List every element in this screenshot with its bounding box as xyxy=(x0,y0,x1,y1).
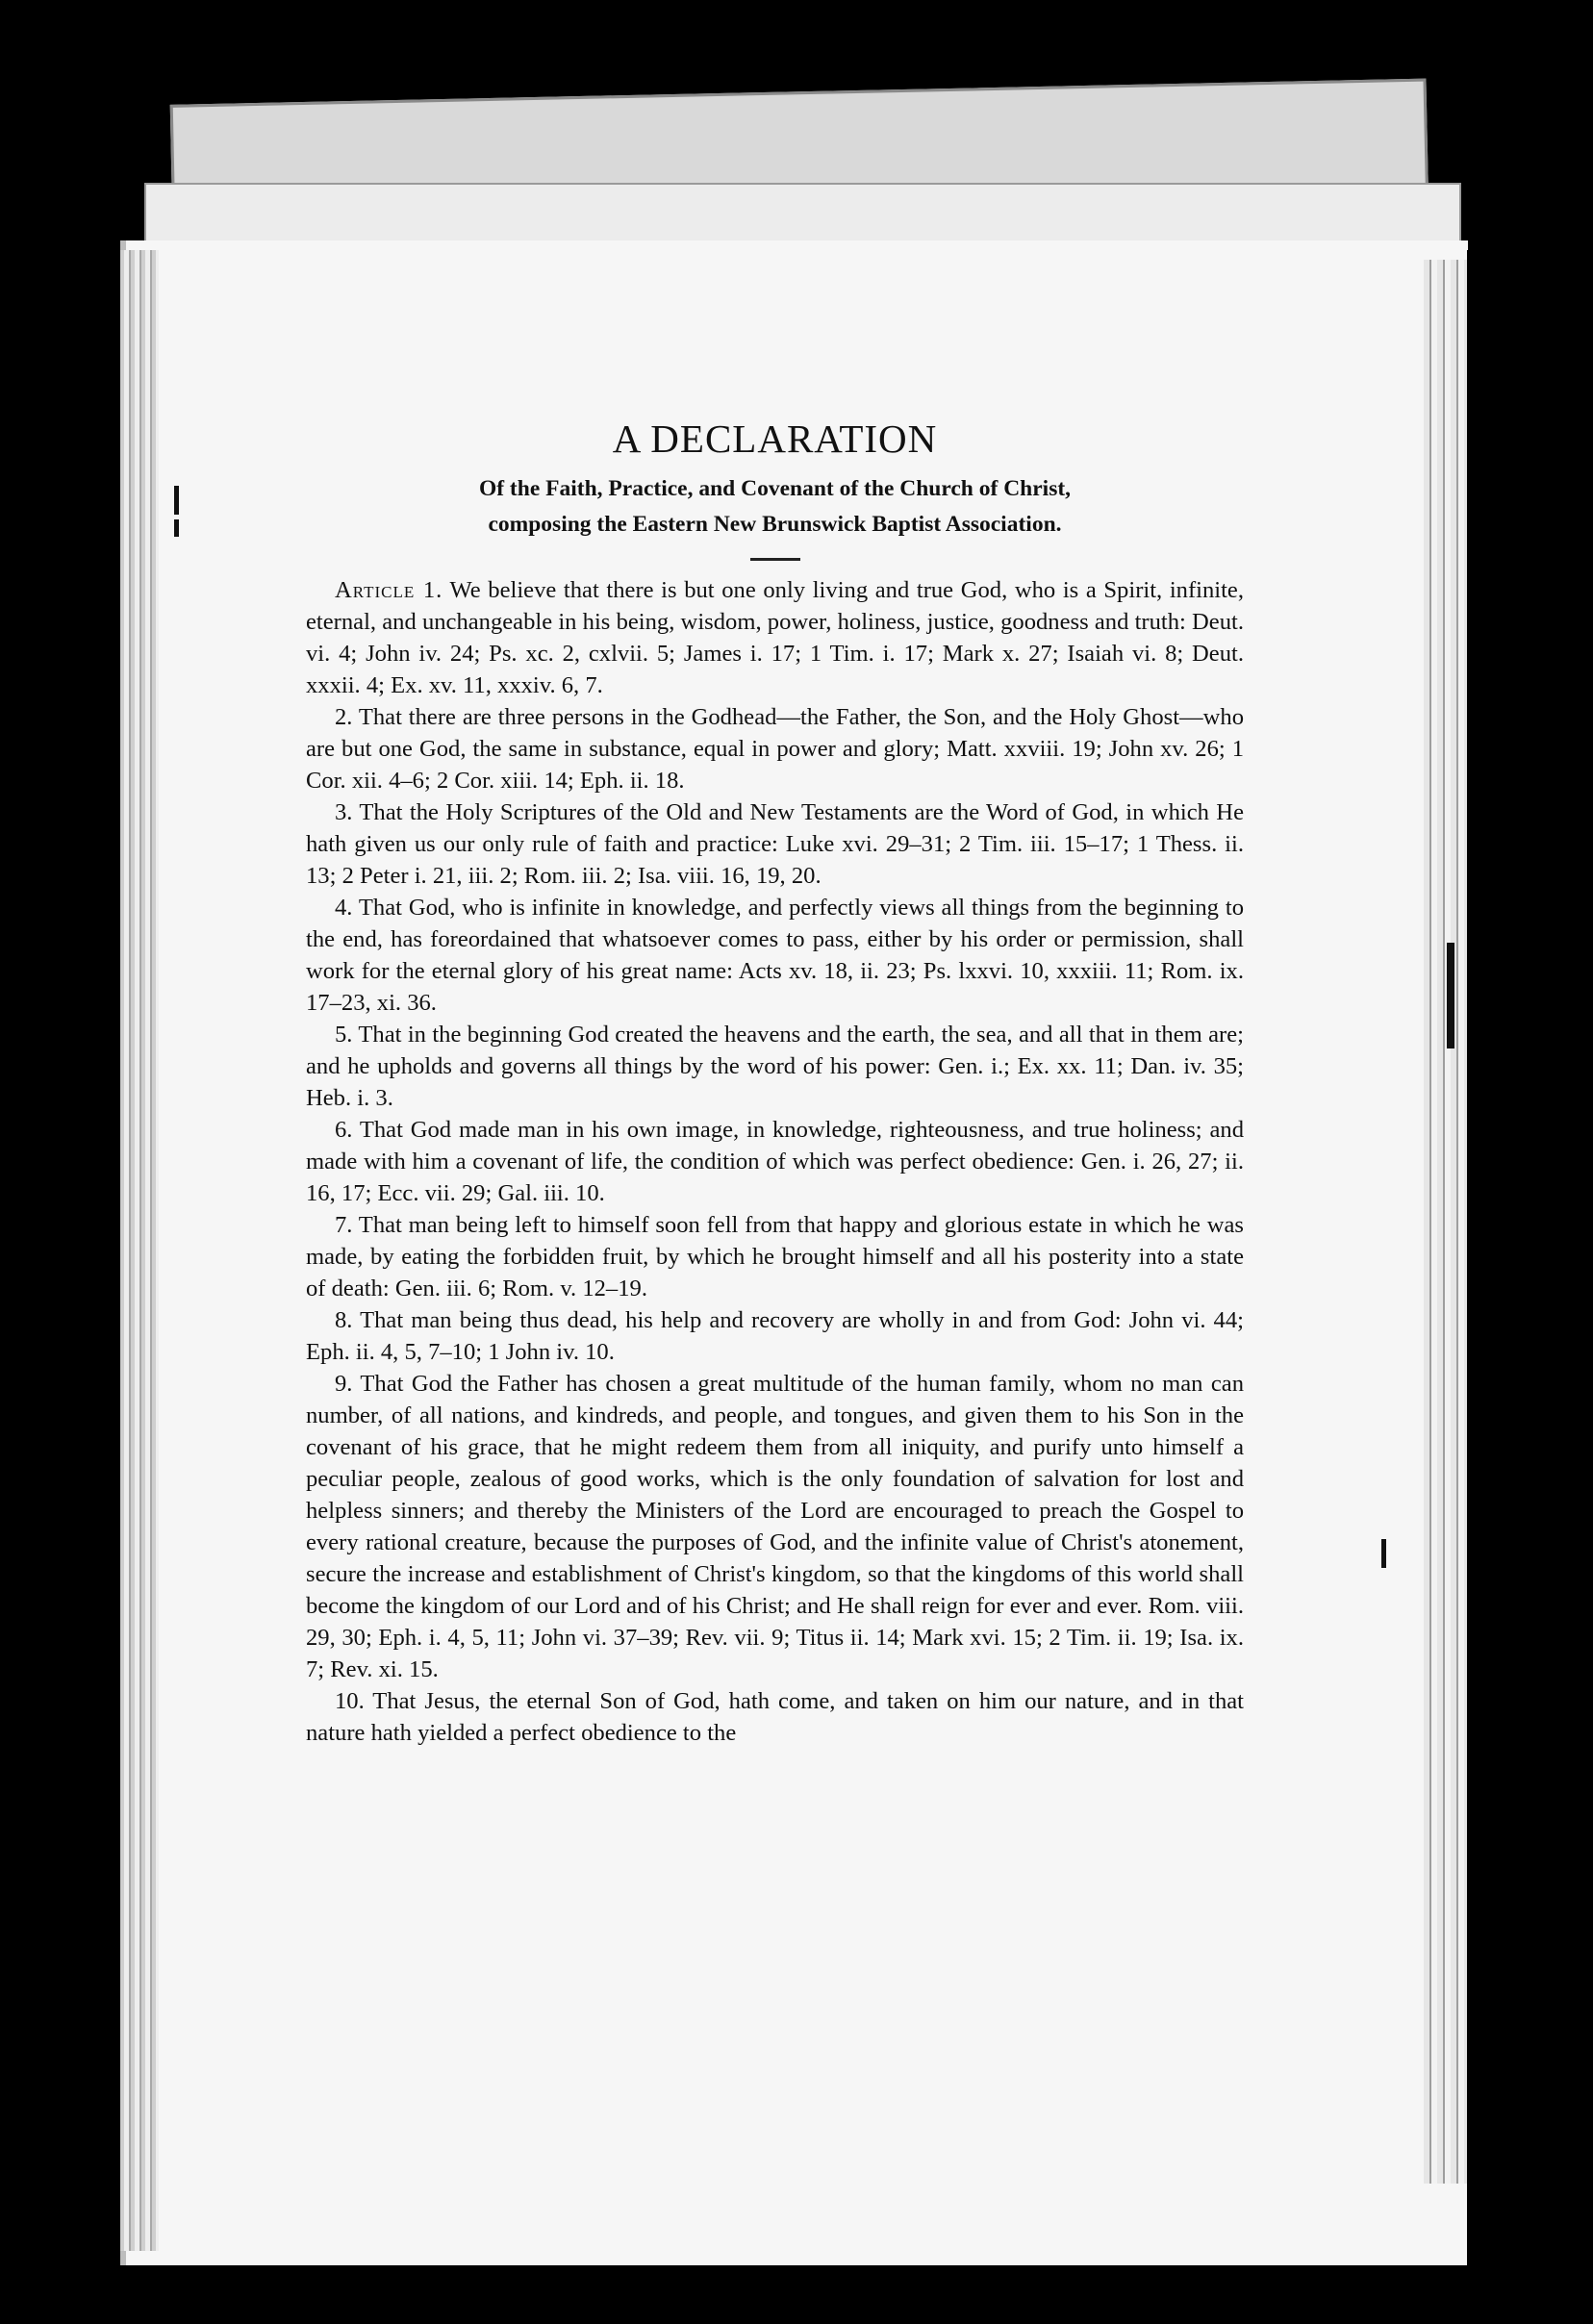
scan-background xyxy=(1467,250,1593,2324)
subtitle-line-1: Of the Faith, Practice, and Covenant of the Church of Christ, xyxy=(478,476,1072,501)
article-label: Article 1. xyxy=(335,577,443,603)
article-8: 8. That man being thus dead, his help and recovery are wholly in and from God: John vi. 44; Eph. ii. 4, 5, 7–10; 1 John iv. 10. xyxy=(306,1307,1244,1365)
binding-spine xyxy=(120,250,159,2251)
article-10: 10. That Jesus, the eternal Son of God, hath come, and taken on him our nature, and in that nature hath yielded a perfect obedience to the xyxy=(306,1688,1244,1746)
page-title: A DECLARATION xyxy=(612,417,938,461)
declaration-text xyxy=(306,416,1244,1749)
article-1-text: We believe that there is but one only living and true God, who is a Spirit, infinite, eternal, and unchangeable in his being, wisdom, power, holiness, justice, goodness and truth: Deut. vi. 4; John iv. 24; Ps. xc. 2, cxlvii. 5; James i. 17; 1 Tim. i. 17; Mark x. 27; Isaiah vi. 8; Deut. xxxii. 4; Ex. xv. 11, xxxiv. 6, 7. xyxy=(306,577,1244,698)
scan-mark xyxy=(1381,1539,1386,1568)
article-7: 7. That man being left to himself soon fell from that happy and glorious estate in which he was made, by eating the forbidden fruit, by which he brought himself and all his posterity into a state of death: Gen. iii. 6; Rom. v. 12–19. xyxy=(306,1212,1244,1301)
article-5: 5. That in the beginning God created the heavens and the earth, the sea, and all that in them are; and he upholds and governs all things by the word of his power: Gen. i.; Ex. xx. 11; Dan. iv. 35; Heb. i. 3. xyxy=(306,1022,1244,1111)
article-3: 3. That the Holy Scriptures of the Old and New Testaments are the Word of God, in which He hath given us our only rule of faith and practice: Luke xvi. 29–31; 2 Tim. iii. 15–17; 1 Thess. ii. 13; 2 Peter i. 21, iii. 2; Rom. iii. 2; Isa. viii. 16, 19, 20. xyxy=(306,799,1244,889)
title-rule xyxy=(750,558,800,561)
article-6: 6. That God made man in his own image, in knowledge, righteousness, and true holiness; and made with him a covenant of life, the condition of which was perfect obedience: Gen. i. 26, 27; ii. 16, 17; Ecc. vii. 29; Gal. iii. 10. xyxy=(306,1117,1244,1206)
subtitle-line-2: composing the Eastern New Brunswick Baptist Association. xyxy=(488,512,1062,537)
scan-mark xyxy=(174,519,179,537)
scan-mark xyxy=(1447,943,1454,1048)
article-9: 9. That God the Father has chosen a great multitude of the human family, whom no man can number, of all nations, and kindreds, and people, and tongues, and given them to his Son in the covenant of his grace, that he might redeem them from all iniquity, and purify unto himself a peculiar people, zealous of good works, which is the only foundation of salvation for lost and helpless sinners; and thereby the Ministers of the Lord are encouraged to preach the Gospel to every rational creature, because the purposes of God, and the infinite value of Christ's atonement, secure the increase and establishment of Christ's kingdom, so that the kingdoms of this world shall become the kingdom of our Lord and of his Christ; and He shall reign for ever and ever. Rom. viii. 29, 30; Eph. i. 4, 5, 11; John vi. 37–39; Rev. vii. 9; Titus ii. 14; Mark xvi. 15; 2 Tim. ii. 19; Isa. ix. 7; Rev. xi. 15. xyxy=(306,1371,1244,1682)
article-1 xyxy=(306,574,1244,701)
article-2: 2. That there are three persons in the Godhead—the Father, the Son, and the Holy Ghost—who are but one God, the same in substance, equal in power and glory; Matt. xxviii. 19; John xv. 26; 1 Cor. xii. 4–6; 2 Cor. xiii. 14; Eph. ii. 18. xyxy=(306,704,1244,794)
article-4: 4. That God, who is infinite in knowledge, and perfectly views all things from the beginning to the end, has foreordained that whatsoever comes to pass, either by his order or permission, shall work for the eternal glory of his great name: Acts xv. 18, ii. 23; Ps. lxxvi. 10, xxxiii. 11; Rom. ix. 17–23, xi. 36. xyxy=(306,895,1244,1016)
scan-mark xyxy=(174,486,179,515)
